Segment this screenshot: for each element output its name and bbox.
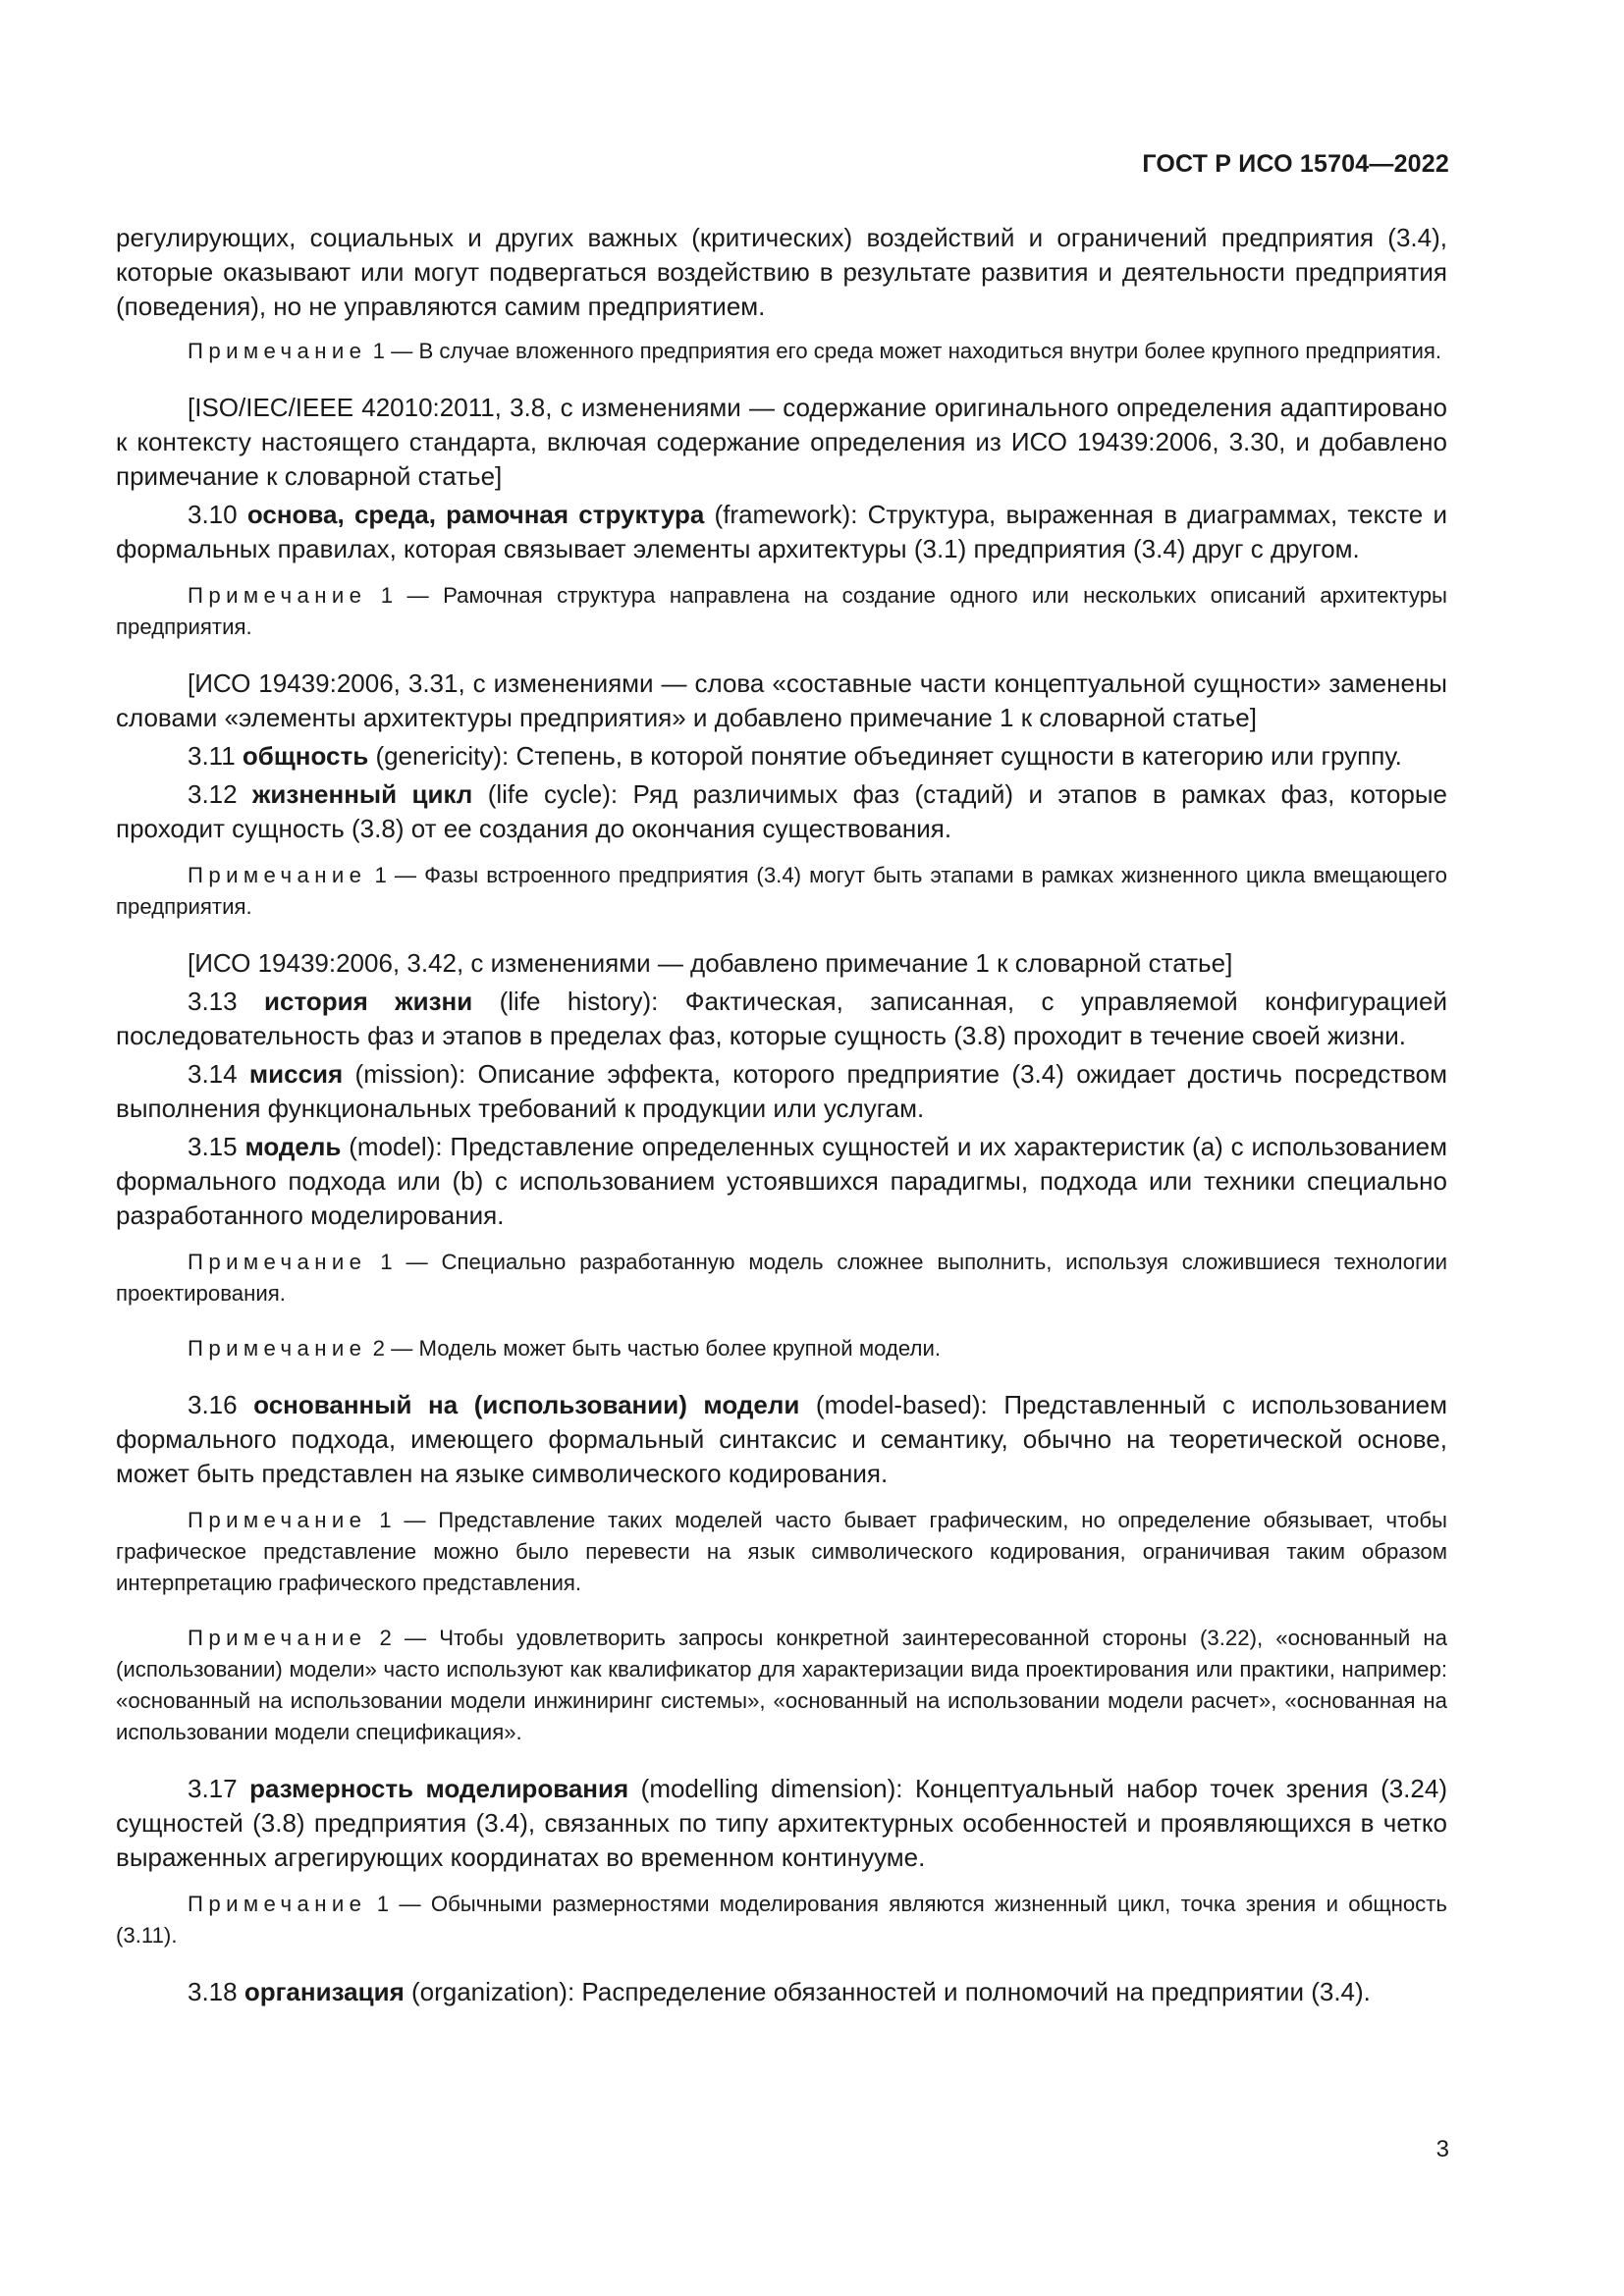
note-text: 2 — Модель может быть частью более крупной модели. [366, 1336, 942, 1361]
term-definition: (mission): Описание эффекта, которого предприятие (3.4) ожидает достичь посредством выполнения функциональных требований к продукции или услугам. [116, 1059, 1448, 1123]
note-label: Примечание [188, 1626, 367, 1650]
term-3-12 [116, 777, 1447, 846]
term-3-15 [116, 1130, 1447, 1233]
term-number: 3.17 [188, 1774, 250, 1803]
term-name: миссия [248, 1059, 344, 1089]
term-3-16 [116, 1388, 1447, 1491]
note-label: Примечание [188, 339, 367, 363]
term-definition: (model): Представление определенных сущностей и их характеристик (a) с использованием формального подхода или (b) с использованием устоявшихся парадигмы, подхода или техники специально разработанного моделирования. [116, 1132, 1447, 1230]
note-label: Примечание [188, 1892, 367, 1916]
term-3-10 [116, 498, 1447, 566]
term-3-17 [116, 1772, 1447, 1875]
term-definition: (genericity): Степень, в которой понятие объединяет сущности в категорию или группу. [368, 741, 1402, 771]
note-label: Примечание [188, 1336, 367, 1361]
note-text: 1 — Обычными размерностями моделирования являются жизненный цикл, точка зрения и общность (3.11). [116, 1892, 1447, 1948]
term-name: история жизни [264, 987, 473, 1016]
term-definition: (organization): Распределение обязанностей и полномочий на предприятии (3.4). [404, 1977, 1371, 2006]
note-text: 1 — В случае вложенного предприятия его среда может находиться внутри более крупного предприятия. [366, 339, 1442, 363]
term-number: 3.10 [188, 500, 247, 529]
note-label: Примечание [188, 1508, 367, 1532]
term-3-18 [116, 1975, 1447, 2009]
term-name: основанный на (использовании) модели [253, 1390, 800, 1419]
term-definition: (modelling dimension): Концептуальный набор точек зрения (3.24) сущностей (3.8) предприятия (3.4), связанных по типу архитектурных особенностей и проявляющихся в четко выраженных агрегирующих координатах во временном континууме. [116, 1774, 1447, 1872]
term-name: основа, среда, рамочная структура [246, 500, 705, 529]
term-definition: (framework): Структура, выраженная в диаграммах, тексте и формальных правилах, которая связывает элементы архитектуры (3.1) предприятия (3.4) друг с другом. [116, 500, 1447, 563]
source-3-10: [ИСО 19439:2006, 3.31, с изменениями — слова «составные части концептуальной сущности» заменены словами «элементы архитектуры предприятия» и добавлено примечание 1 к словарной статье] [116, 668, 1447, 732]
term-number: 3.15 [188, 1132, 245, 1161]
note-label: Примечание [188, 863, 367, 887]
note-3-16-2 [116, 1623, 1447, 1748]
note-3-9-1 [116, 336, 1447, 367]
term-number: 3.11 [188, 741, 243, 771]
page-header-standard-id: ГОСТ Р ИСО 15704—2022 [1142, 150, 1449, 178]
note-3-16-1 [116, 1505, 1447, 1599]
note-text: 1 — Фазы встроенного предприятия (3.4) могут быть этапами в рамках жизненного цикла вмещающего предприятия. [116, 863, 1447, 919]
term-number: 3.18 [188, 1977, 244, 2006]
note-label: Примечание [188, 583, 367, 608]
term-number: 3.14 [188, 1059, 249, 1089]
term-3-11 [116, 739, 1447, 774]
term-definition: (life history): Фактическая, записанная, с управляемой конфигурацией последовательность фаз и этапов в пределах фаз, которые сущность (3.8) проходит в течение своей жизни. [116, 987, 1448, 1050]
term-3-13 [116, 985, 1447, 1053]
term-name: модель [244, 1132, 342, 1161]
note-text: 1 — Представление таких моделей часто бывает графическим, но определение обязывает, чтобы графическое представление можно было перевести на язык символического кодирования, ограничивая таким образом интерпретацию графического представления. [116, 1508, 1447, 1595]
note-text: 1 — Специально разработанную модель сложнее выполнить, используя сложившиеся технологии проектирования. [116, 1250, 1447, 1306]
term-name: размерность моделирования [249, 1774, 629, 1803]
source-3-9: [ISO/IEC/IEEE 42010:2011, 3.8, с изменениями — содержание оригинального определения адаптировано к контексту настоящего стандарта, включая содержание определения из ИСО 19439:2006, 3.30, и добавлено примечание к словарной статье] [116, 393, 1447, 491]
term-number: 3.16 [188, 1390, 254, 1419]
note-3-12-1 [116, 860, 1447, 923]
note-3-15-2 [116, 1333, 1447, 1364]
term-name: жизненный цикл [252, 779, 473, 809]
term-3-14 [116, 1057, 1447, 1126]
document-body [116, 221, 1447, 2013]
term-number: 3.12 [188, 779, 252, 809]
term-name: организация [244, 1977, 405, 2006]
page-number: 3 [1435, 2136, 1449, 2163]
note-text: 2 — Чтобы удовлетворить запросы конкретной заинтересованной стороны (3.22), «основанный на (использовании) модели» часто используют как квалификатор для характеризации вида проектирования или практики, например: «основанный на использовании модели инжиниринг системы», «основанный на использовании модели расчет», «основанная на использовании модели спецификация». [116, 1626, 1447, 1744]
term-number: 3.13 [188, 987, 265, 1016]
note-text: 1 — Рамочная структура направлена на создание одного или нескольких описаний архитектуры предприятия. [116, 583, 1447, 639]
note-3-17-1 [116, 1889, 1447, 1951]
note-3-15-1 [116, 1247, 1447, 1309]
term-name: общность [242, 741, 369, 771]
note-3-10-1 [116, 580, 1447, 643]
note-label: Примечание [188, 1250, 367, 1274]
term-definition: (life cycle): Ряд различимых фаз (стадий) и этапов в рамках фаз, которые проходит сущность (3.8) от ее создания до окончания существования. [116, 779, 1448, 843]
term-definition: (model-based): Представленный с использованием формального подхода, имеющего формальный синтаксис и семантику, обычно на теоретической основе, может быть представлен на языке символического кодирования. [116, 1390, 1448, 1488]
source-3-12: [ИСО 19439:2006, 3.42, с изменениями — добавлено примечание 1 к словарной статье] [188, 948, 1233, 978]
paragraph-continued: регулирующих, социальных и других важных (критических) воздействий и ограничений предприятия (3.4), которые оказывают или могут подвергаться воздействию в результате развития и деятельности предприятия (поведения), но не управляются самим предприятием. [116, 223, 1447, 321]
